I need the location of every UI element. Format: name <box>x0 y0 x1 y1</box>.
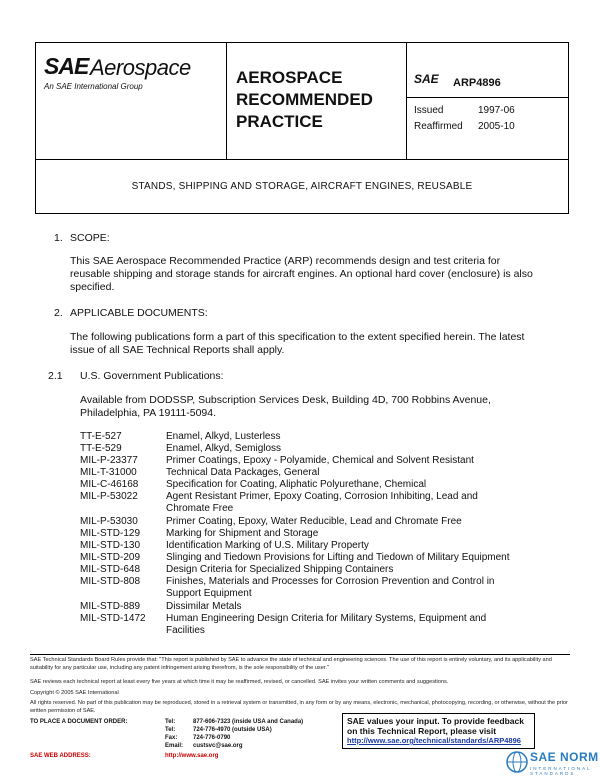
feedback-text: on this Technical Report, please visit <box>347 726 497 736</box>
reference-title: Dissimilar Metals <box>166 601 242 612</box>
reference-code: TT-E-529 <box>80 443 122 454</box>
meta-divider <box>406 97 569 98</box>
email-label: Email: <box>165 743 184 749</box>
issued-date: 1997-06 <box>478 105 515 116</box>
sae-norm-stamp <box>506 748 600 776</box>
aerospace-logo-text: Aerospace <box>90 55 191 80</box>
reference-code: MIL-STD-209 <box>80 552 141 563</box>
section-body: Available from DODSSP, Subscription Services Desk, Building 4D, 700 Robbins Avenue, Philadelphia, PA 19111-5094. <box>80 394 491 419</box>
globe-icon <box>506 749 528 775</box>
document-type: AEROSPACE RECOMMENDED PRACTICE <box>236 68 373 131</box>
section-number: 2. <box>54 307 63 319</box>
reference-code: MIL-T-31000 <box>80 467 137 478</box>
web-link[interactable]: http://www.sae.org <box>165 753 219 759</box>
tel-number: 877-606-7323 (inside USA and Canada) <box>193 719 304 725</box>
reference-code: MIL-STD-648 <box>80 564 141 575</box>
section-number: 2.1 <box>48 370 63 382</box>
footer-rule <box>30 654 570 655</box>
reference-title: Marking for Shipment and Storage <box>166 528 319 539</box>
reference-title: Slinging and Tiedown Provisions for Lifting and Tiedown of Military Equipment <box>166 552 510 563</box>
section-heading: APPLICABLE DOCUMENTS: <box>70 307 208 319</box>
reaffirmed-label: Reaffirmed <box>414 121 463 132</box>
header-divider <box>226 42 227 160</box>
document-number: ARP4896 <box>453 77 501 89</box>
section-body: This SAE Aerospace Recommended Practice (ARP) recommends design and test criteria for reusable shipping and storage stands for aircraft engines. An optional hard cover (enclosure) is also specified. <box>70 255 533 293</box>
reference-title: Primer Coatings, Epoxy - Polyamide, Chemical and Solvent Resistant <box>166 455 474 466</box>
copyright: Copyright © 2005 SAE International <box>30 690 119 696</box>
reference-title: Enamel, Alkyd, Semigloss <box>166 443 282 454</box>
feedback-link[interactable]: http://www.sae.org/technical/standards/ARP4896 <box>347 736 521 745</box>
reference-title: Design Criteria for Specialized Shipping Containers <box>166 564 394 575</box>
sae-small-logo: SAE <box>414 72 439 86</box>
section-number: 1. <box>54 232 63 244</box>
email-link[interactable]: custsvc@sae.org <box>193 743 243 749</box>
tel-label: Tel: <box>165 719 176 725</box>
reference-title: Primer Coating, Epoxy, Water Reducible, Lead and Chromate Free <box>166 516 462 527</box>
section-body: The following publications form a part of this specification to the extent specified herein. The latest issue of all SAE Technical Reports shall apply. <box>70 331 525 356</box>
reference-title: Specification for Coating, Aliphatic Polyurethane, Chemical <box>166 479 427 490</box>
stamp-subtext: INTERNATIONAL STANDARDS <box>530 766 592 776</box>
tel-number: 724-776-4970 (outside USA) <box>193 727 272 733</box>
issued-label: Issued <box>414 105 444 116</box>
reference-title: Finishes, Materials and Processes for Corrosion Prevention and Control in Support Equipment <box>166 576 495 599</box>
reference-code: TT-E-527 <box>80 431 122 442</box>
standards-board-rules: SAE Technical Standards Board Rules provide that: "This report is published by SAE to advance the state of technical and engineering sciences. The use of this report is entirely voluntary, and its applicability and suitability for any particular use, including any patent infringement arising therefrom, is the sole responsibility of the user." <box>30 657 552 671</box>
reference-title: Identification Marking of U.S. Military Property <box>166 540 369 551</box>
fax-number: 724-776-0790 <box>193 735 231 741</box>
reference-code: MIL-STD-889 <box>80 601 141 612</box>
reference-code: MIL-P-23377 <box>80 455 138 466</box>
reference-code: MIL-STD-130 <box>80 540 141 551</box>
rights-notice: All rights reserved. No part of this publication may be reproduced, stored in a retrieval system or transmitted, in any form or by any means, electronic, mechanical, photocopying, recording, or otherwise, without the prior written permission of SAE. <box>30 700 568 714</box>
stamp-text: SAE NORM <box>530 750 599 764</box>
reference-code: MIL-P-53022 <box>80 491 138 502</box>
sae-logo: SAE <box>44 53 89 79</box>
reference-code: MIL-C-46168 <box>80 479 139 490</box>
order-label: TO PLACE A DOCUMENT ORDER: <box>30 719 128 725</box>
section-heading: U.S. Government Publications: <box>80 370 224 382</box>
web-label: SAE WEB ADDRESS: <box>30 753 91 759</box>
reference-code: MIL-STD-1472 <box>80 613 146 624</box>
feedback-box <box>342 713 535 749</box>
review-notice: SAE reviews each technical report at least every five years at which time it may be reaffirmed, revised, or cancelled. SAE invites your written comments and suggestions. <box>30 679 449 685</box>
header-divider <box>406 42 407 160</box>
reference-code: MIL-STD-808 <box>80 576 141 587</box>
logo-subtitle: An SAE International Group <box>44 82 143 91</box>
feedback-text: SAE values your input. To provide feedback <box>347 716 524 726</box>
section-heading: SCOPE: <box>70 232 110 244</box>
reference-code: MIL-STD-129 <box>80 528 141 539</box>
tel-label: Tel: <box>165 727 176 733</box>
reference-code: MIL-P-53030 <box>80 516 138 527</box>
reference-title: Enamel, Alkyd, Lusterless <box>166 431 281 442</box>
fax-label: Fax: <box>165 735 178 741</box>
reference-title: Agent Resistant Primer, Epoxy Coating, Corrosion Inhibiting, Lead and Chromate Free <box>166 491 478 514</box>
reference-title: Human Engineering Design Criteria for Military Systems, Equipment and Facilities <box>166 613 487 636</box>
reaffirmed-date: 2005-10 <box>478 121 515 132</box>
reference-title: Technical Data Packages, General <box>166 467 320 478</box>
document-title: STANDS, SHIPPING AND STORAGE, AIRCRAFT ENGINES, REUSABLE <box>131 181 473 192</box>
